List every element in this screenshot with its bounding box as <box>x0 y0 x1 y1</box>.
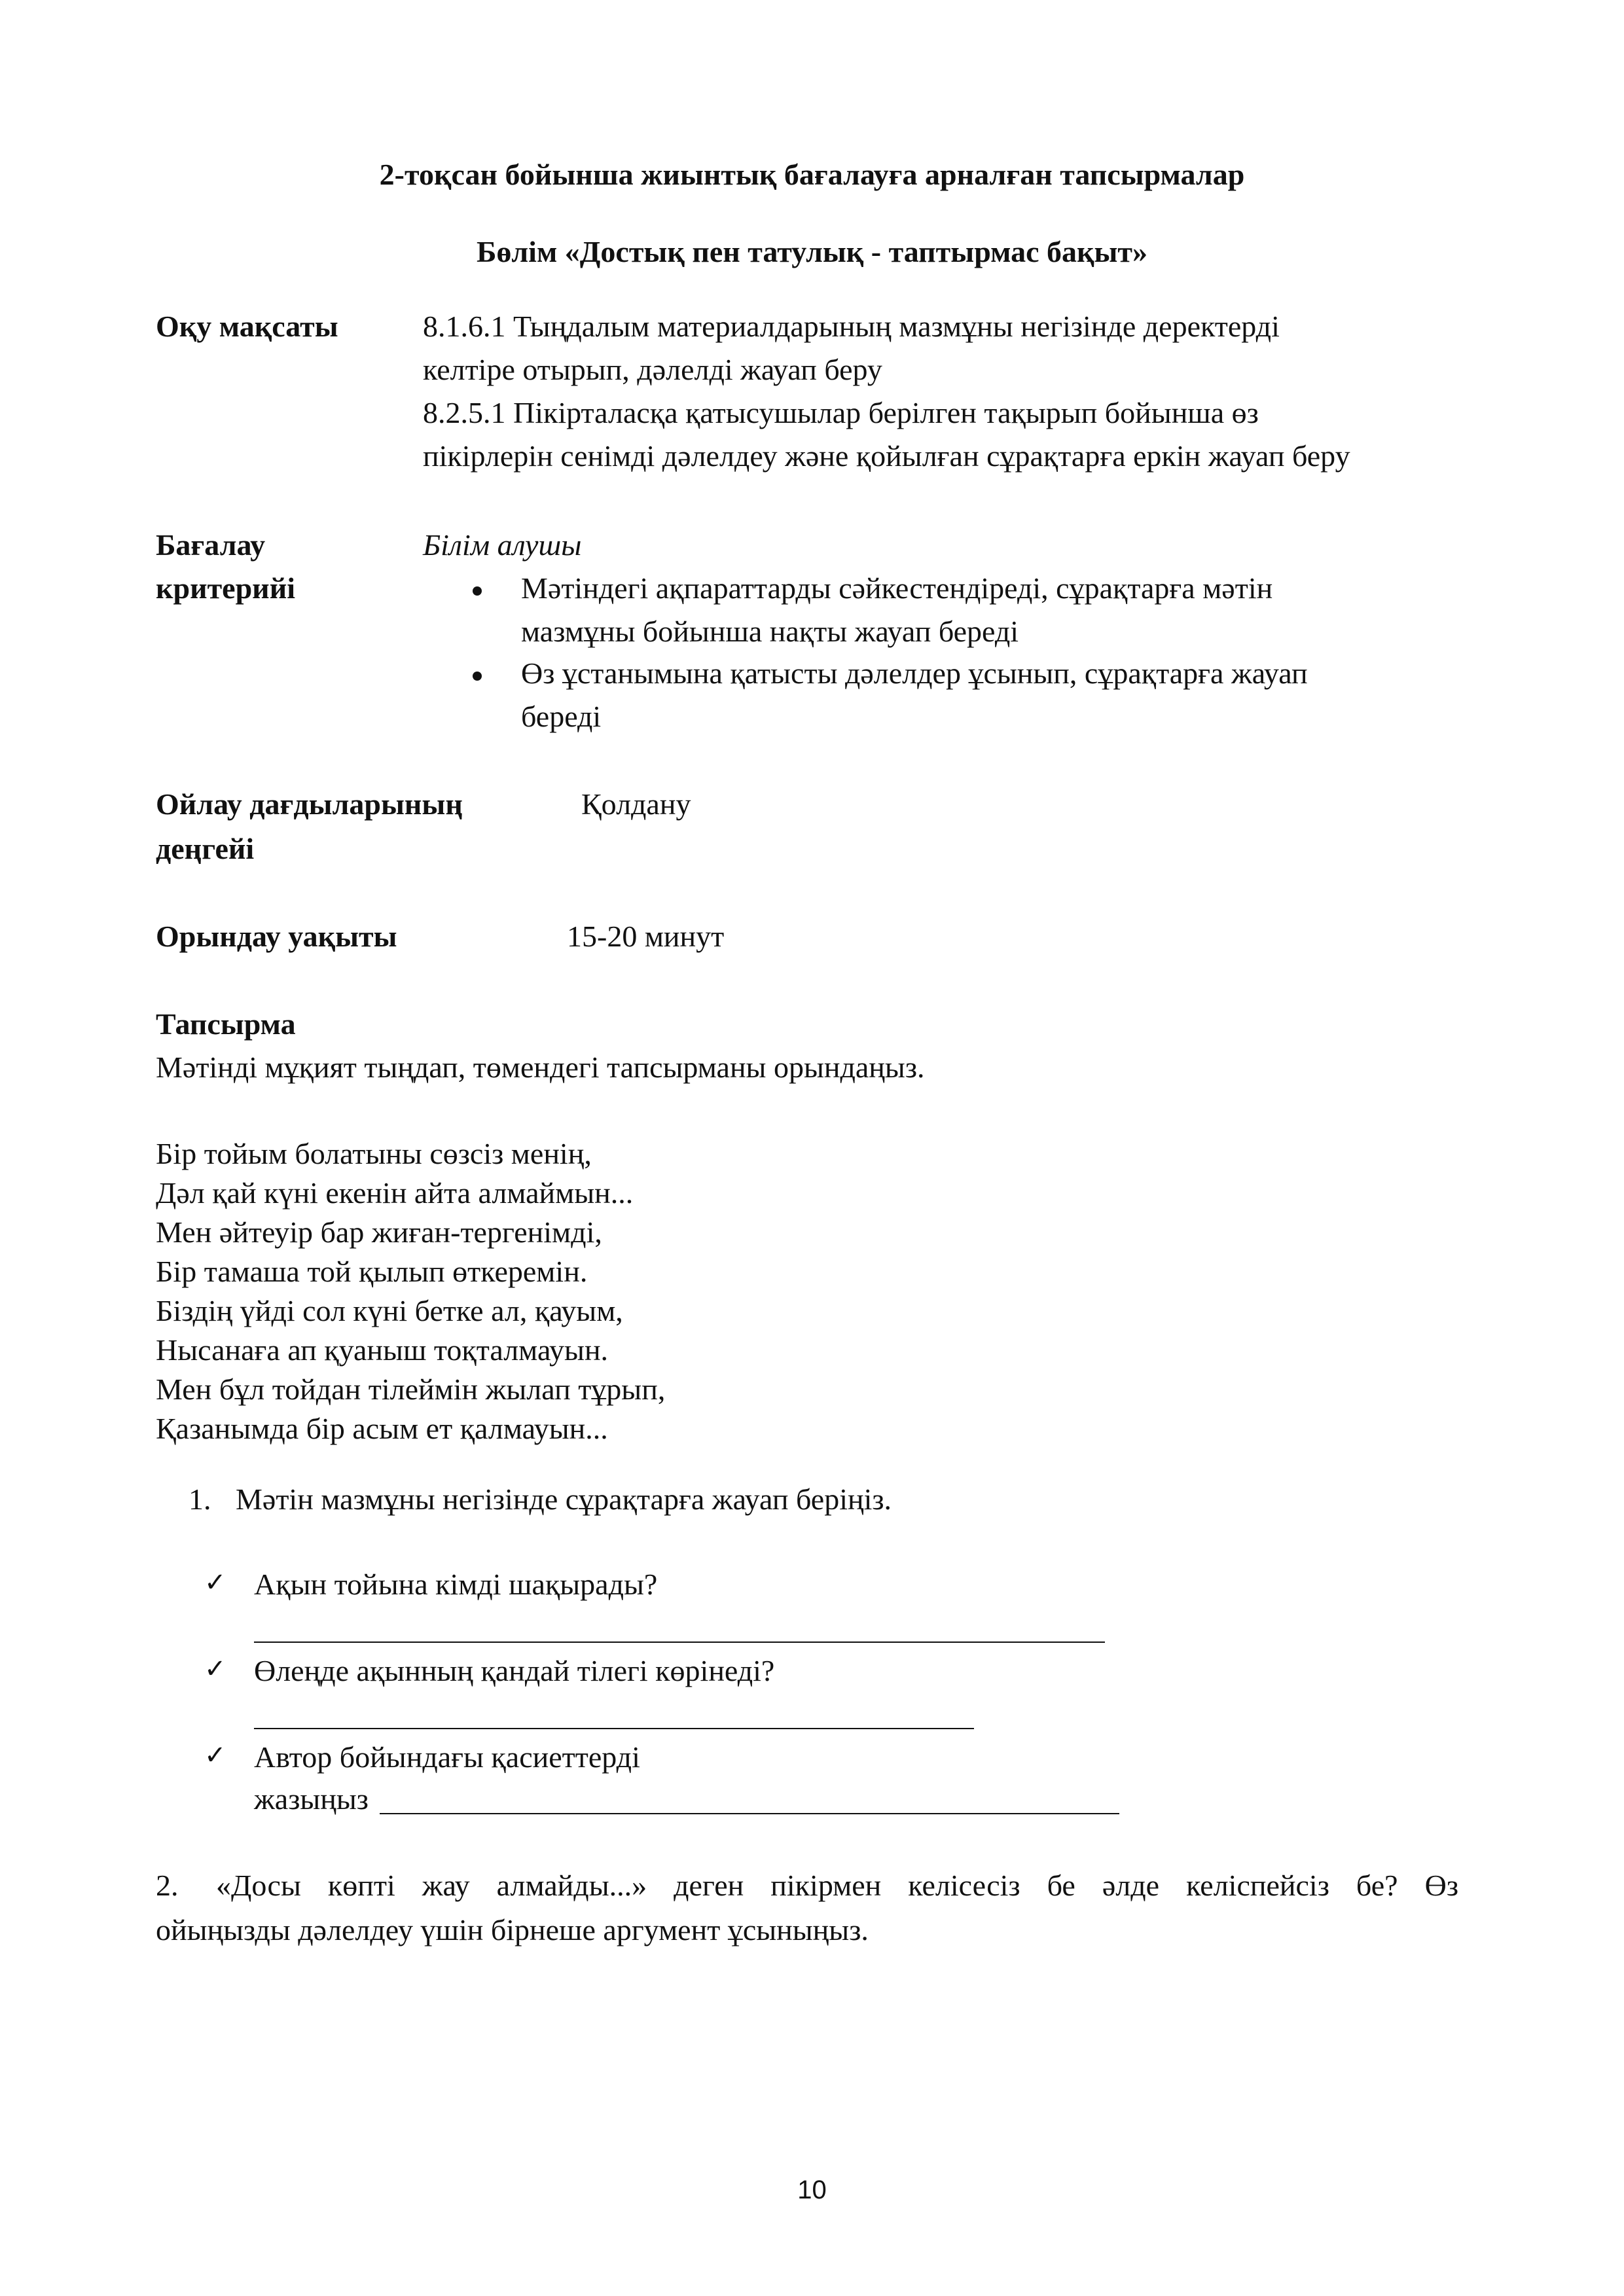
page-title: 2-тоқсан бойынша жиынтық бағалауға арналған тапсырмалар <box>379 158 1245 191</box>
criteria-item: Мәтіндегі ақпараттарды сәйкестендіреді, сұрақтарға мәтін <box>521 571 1273 605</box>
section-title: Бөлім «Достық пен татулық - таптырмас бақыт» <box>476 235 1148 268</box>
answer-line[interactable] <box>254 1728 974 1729</box>
duration-label: Орындау уақыты <box>156 920 397 953</box>
criteria-intro: Білім алушы <box>423 528 582 562</box>
criteria-label: Бағалау <box>156 528 266 562</box>
poem-line: Мен әйтеуір бар жиған-тергенімді, <box>156 1215 602 1249</box>
criteria-label: критерийі <box>156 571 295 605</box>
poem-line: Бір тамаша той қылып өткеремін. <box>156 1255 588 1288</box>
page-number: 10 <box>797 2176 827 2204</box>
poem-line: Қазанымда бір асым ет қалмауын... <box>156 1412 608 1445</box>
thinking-level-label: деңгейі <box>156 832 255 865</box>
objective-line: келтіре отырып, дәлелді жауап беру <box>423 353 882 386</box>
subquestion: Автор бойындағы қасиеттерді <box>254 1740 640 1774</box>
question-number: 1. <box>189 1482 211 1516</box>
poem-line: Біздің үйді сол күні бетке ал, қауым, <box>156 1294 623 1327</box>
task-heading: Тапсырма <box>156 1007 296 1041</box>
subquestion: Ақын тойына кімді шақырады? <box>254 1568 658 1601</box>
objective-line: 8.1.6.1 Тыңдалым материалдарының мазмұны негізінде деректерді <box>423 310 1280 343</box>
objectives-label: Оқу мақсаты <box>156 310 338 343</box>
thinking-level-value: Қолдану <box>581 787 691 821</box>
bullet-dot-icon <box>473 586 482 596</box>
bullet-dot-icon <box>473 672 482 681</box>
question-text: ойыңызды дәлелдеу үшін бірнеше аргумент ұсыныңыз. <box>156 1913 869 1946</box>
question-text: Мәтін мазмұны негізінде сұрақтарға жауап беріңіз. <box>236 1482 892 1516</box>
answer-line[interactable] <box>380 1813 1119 1814</box>
check-mark-icon: ✓ <box>204 1568 226 1598</box>
check-mark-icon: ✓ <box>204 1654 226 1684</box>
subquestion: Өлеңде ақынның қандай тілегі көрінеді? <box>254 1654 775 1687</box>
poem-line: Мен бұл тойдан тілеймін жылап тұрып, <box>156 1372 666 1406</box>
thinking-level-label: Ойлау дағдыларының <box>156 787 463 821</box>
poem-line: Дәл қай күні екенін айта алмаймын... <box>156 1176 634 1210</box>
answer-line[interactable] <box>254 1641 1105 1643</box>
objective-line: пікірлерін сенімді дәлелдеу және қойылған сұрақтарға еркін жауап беру <box>423 439 1350 473</box>
duration-value: 15-20 минут <box>567 920 725 953</box>
check-mark-icon: ✓ <box>204 1740 226 1770</box>
subquestion-continuation: жазыңыз <box>254 1782 369 1816</box>
task-instruction: Мәтінді мұқият тыңдап, төмендегі тапсырманы орындаңыз. <box>156 1050 925 1084</box>
criteria-item: мазмұны бойынша нақты жауап береді <box>521 615 1019 648</box>
poem-line: Бір тойым болатыны сөзсіз менің, <box>156 1137 592 1170</box>
question-text: «Досы көпті жау алмайды...» деген пікірмен келісесіз бе әлде келіспейсіз бе? Өз <box>216 1869 1458 1902</box>
criteria-item: Өз ұстанымына қатысты дәлелдер ұсынып, сұрақтарға жауап <box>521 656 1308 690</box>
criteria-item: береді <box>521 700 602 733</box>
objective-line: 8.2.5.1 Пікірталасқа қатысушылар берілген тақырып бойынша өз <box>423 396 1259 429</box>
question-number: 2. <box>156 1869 179 1902</box>
poem-line: Нысанаға ап қуаныш тоқталмауын. <box>156 1333 609 1367</box>
